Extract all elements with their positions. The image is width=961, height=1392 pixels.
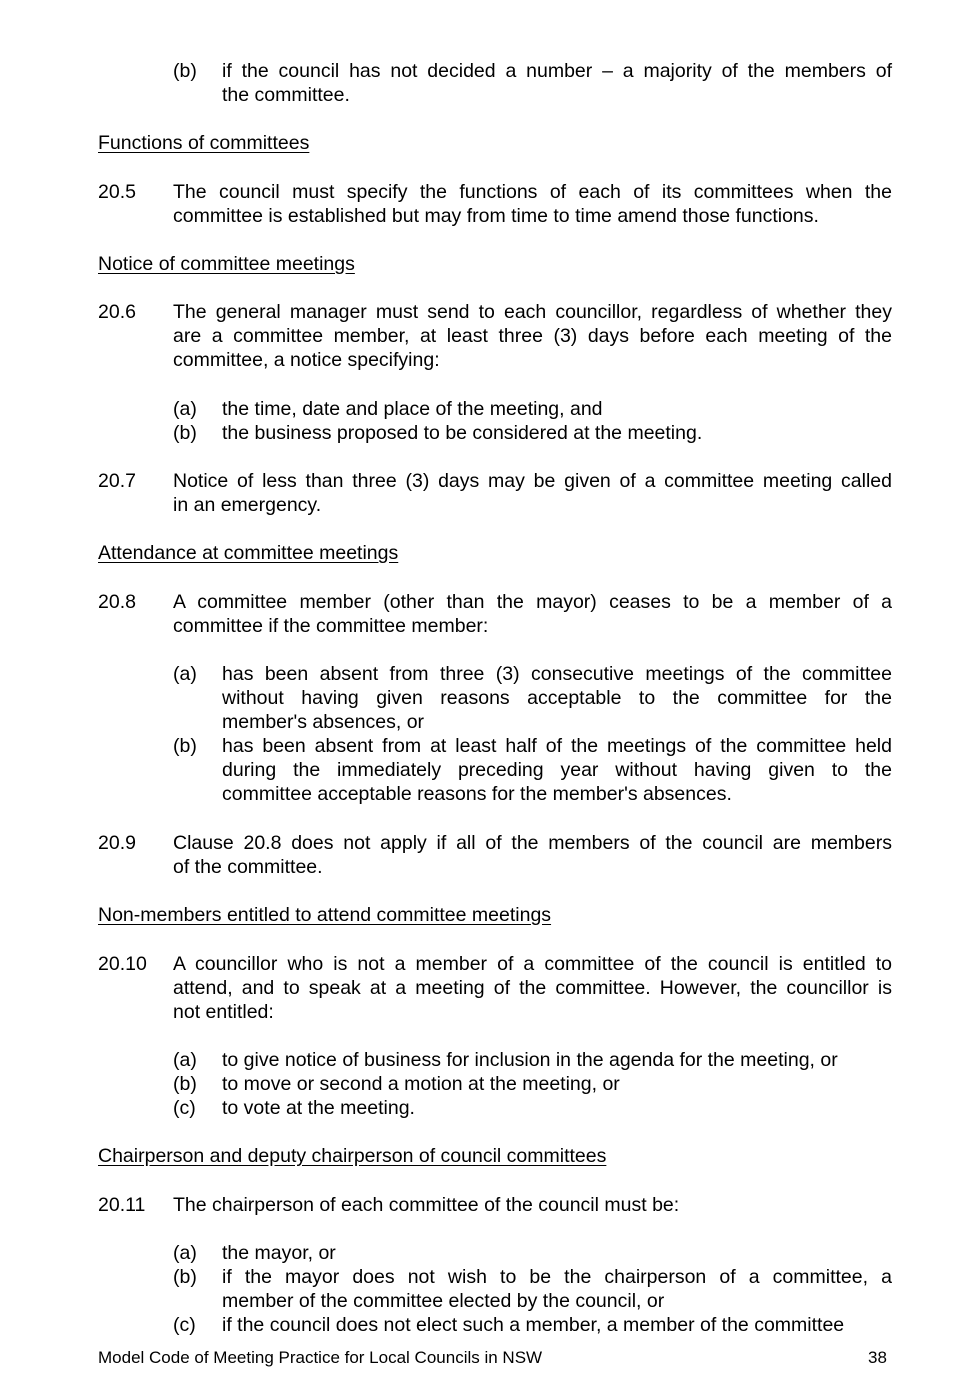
section-heading-attendance: Attendance at committee meetings [98, 542, 399, 564]
item-text: if the council has not decided a number – a majority of the members of the committee. [222, 60, 892, 106]
item-text: the mayor, or [222, 1242, 336, 1264]
section-heading-chairperson: Chairperson and deputy chairperson of council committees [98, 1145, 607, 1167]
item-label: (a) [173, 1049, 197, 1071]
item-label: (a) [173, 663, 197, 685]
item-label: (c) [173, 1097, 196, 1119]
clause-number: 20.11 [98, 1194, 146, 1216]
clause-number: 20.8 [98, 591, 136, 613]
item-label: (b) [173, 422, 197, 444]
clause-text: The council must specify the functions of each of its committees when the committee is established but may from time to time amend those functions. [173, 181, 892, 227]
clause-text: A committee member (other than the mayor) ceases to be a member of a committee if the committee member: [173, 591, 892, 637]
item-text: if the council does not elect such a member, a member of the committee [222, 1314, 845, 1336]
clause-number: 20.7 [98, 470, 136, 492]
footer-title: Model Code of Meeting Practice for Local Councils in NSW [98, 1348, 543, 1367]
clause-text: Clause 20.8 does not apply if all of the members of the council are members of the committee. [173, 832, 892, 878]
item-label: (b) [173, 735, 197, 757]
item-label: (b) [173, 1266, 197, 1288]
page-number: 38 [868, 1348, 887, 1367]
item-text: if the mayor does not wish to be the chairperson of a committee, a member of the committee elected by the council, or [222, 1266, 892, 1312]
clause-text: Notice of less than three (3) days may be given of a committee meeting called in an emergency. [173, 470, 892, 516]
item-label: (b) [173, 1073, 197, 1095]
clause-number: 20.5 [98, 181, 136, 203]
item-label: (a) [173, 1242, 197, 1264]
clause-text: A councillor who is not a member of a committee of the council is entitled to attend, and to speak at a meeting of the committee. However, the councillor is not entitled: [173, 953, 892, 1023]
item-text: the time, date and place of the meeting, and [222, 398, 603, 420]
item-text: the business proposed to be considered at the meeting. [222, 422, 703, 444]
clause-number: 20.10 [98, 953, 147, 975]
item-text: to give notice of business for inclusion in the agenda for the meeting, or [222, 1049, 838, 1071]
section-heading-nonmembers: Non-members entitled to attend committee meetings [98, 904, 552, 926]
item-text: has been absent from three (3) consecutive meetings of the committee without having given reasons acceptable to the committee for the member's absences, or [222, 663, 892, 733]
item-text: to vote at the meeting. [222, 1097, 415, 1119]
section-heading-notice: Notice of committee meetings [98, 253, 355, 275]
item-label: (c) [173, 1314, 196, 1336]
clause-number: 20.6 [98, 301, 136, 323]
item-label: (a) [173, 398, 197, 420]
item-text: has been absent from at least half of the meetings of the committee held during the immediately preceding year without having given to the committee acceptable reasons for the member's absences. [222, 735, 892, 805]
section-heading-functions: Functions of committees [98, 132, 310, 154]
item-label: (b) [173, 60, 197, 82]
clause-number: 20.9 [98, 832, 136, 854]
clause-text: The general manager must send to each councillor, regardless of whether they are a committee member, at least three (3) days before each meeting of the committee, a notice specifying: [173, 301, 892, 371]
clause-text: The chairperson of each committee of the council must be: [173, 1194, 680, 1216]
item-text: to move or second a motion at the meeting, or [222, 1073, 620, 1095]
